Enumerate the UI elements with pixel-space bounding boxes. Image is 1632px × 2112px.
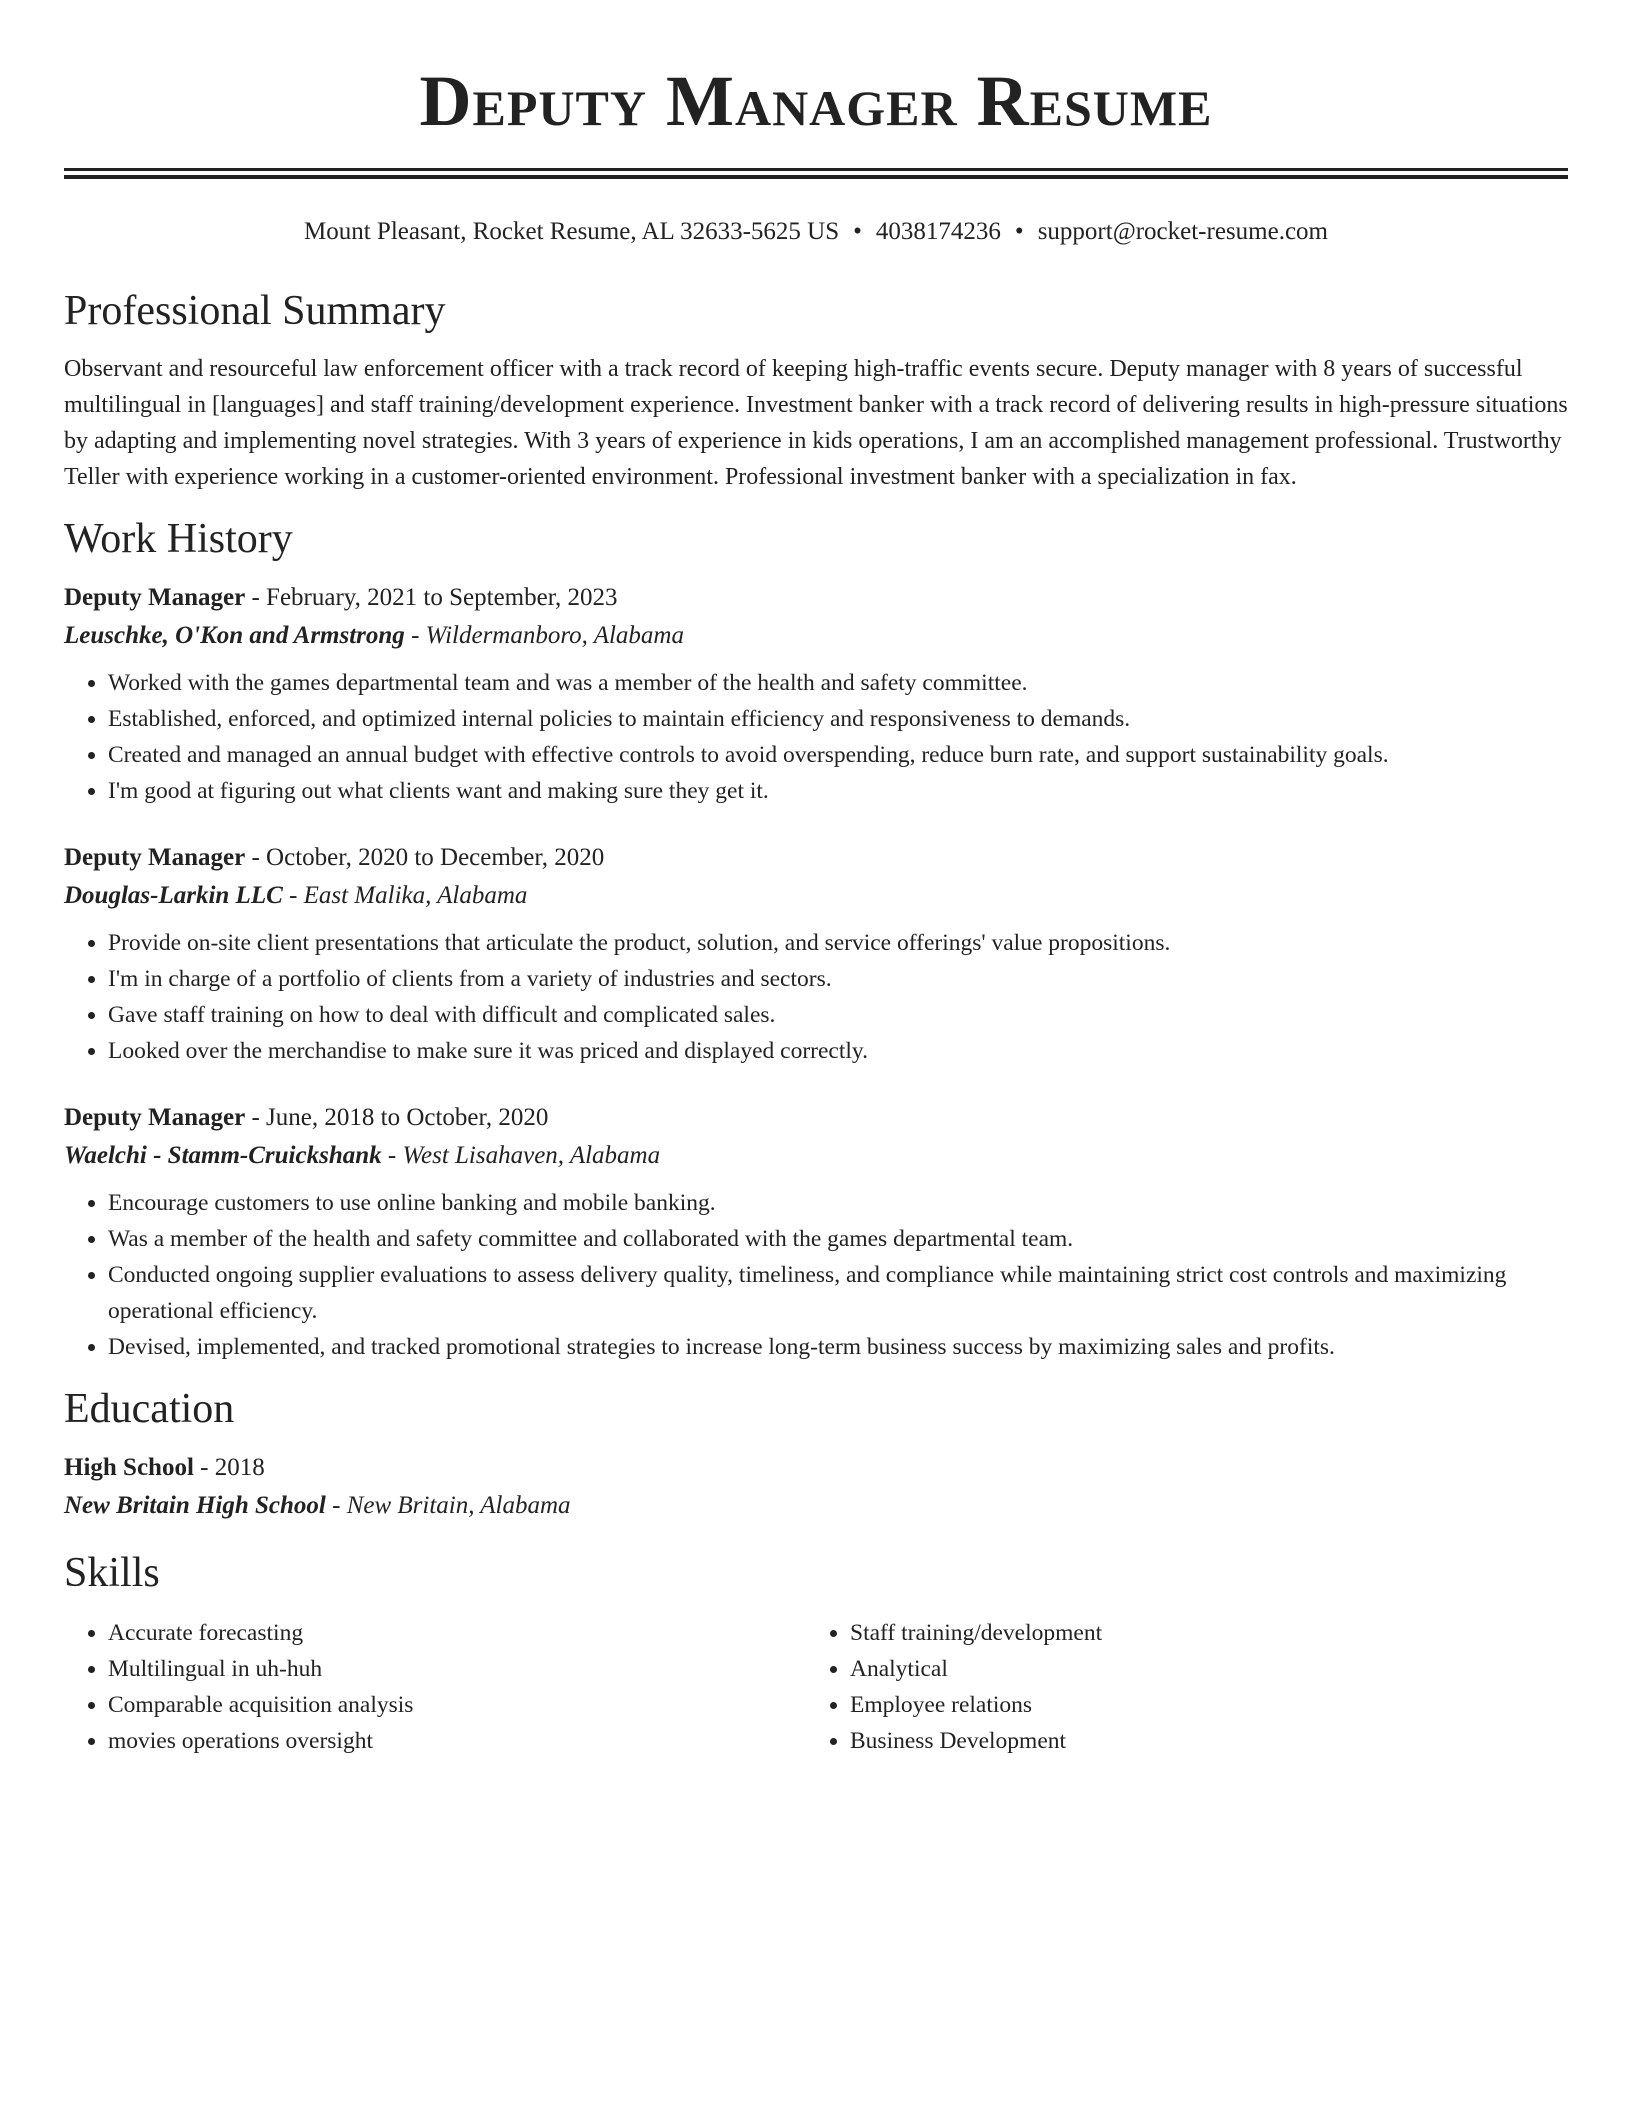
work-history-heading: Work History [64, 516, 293, 562]
education-entry [64, 1449, 1568, 1525]
education-school: New Britain High School [64, 1492, 326, 1519]
job-company: Leuschke, O'Kon and Armstrong [64, 622, 405, 649]
job-company: Douglas-Larkin LLC [64, 882, 283, 909]
job-company-line [64, 877, 1568, 915]
job-bullet: • Created and managed an annual budget with effective controls to avoid overspending, reduce burn rate, and support sustainability goals. [108, 737, 1568, 773]
job-company-line [64, 1137, 1568, 1175]
skills-column-left [64, 1615, 806, 1759]
summary-heading: Professional Summary [64, 288, 446, 334]
job-title: Deputy Manager [64, 1104, 246, 1131]
education-degree-line [64, 1449, 1568, 1487]
job-entry [64, 579, 1568, 809]
summary-text: Observant and resourceful law enforcement officer with a track record of keeping high-traffic events secure. Deputy manager with 8 years of successful multilingual in [languages] and staff training/development experience. Investment banker with a track record of delivering results in high-pressure situations by adapting and implementing novel strategies. With 3 years of experience in kids operations, I am an accomplished management professional. Trustworthy Teller with experience working in a customer-oriented environment. Professional investment banker with a specialization in fax. [64, 356, 1568, 490]
job-location: - East Malika, Alabama [282, 882, 528, 909]
job-company-line [64, 617, 1568, 655]
job-bullet: • Worked with the games departmental team and was a member of the health and safety committee. [108, 665, 1568, 701]
job-bullet: • Was a member of the health and safety committee and collaborated with the games departmental team. [108, 1221, 1568, 1257]
education-degree: High School [64, 1454, 194, 1481]
job-bullet: • I'm in charge of a portfolio of clients from a variety of industries and sectors. [108, 961, 1568, 997]
job-bullet: • Devised, implemented, and tracked promotional strategies to increase long-term business success by maximizing sales and profits. [108, 1329, 1568, 1365]
skills-grid [64, 1615, 1568, 1759]
job-title: Deputy Manager [64, 584, 246, 611]
contact-separator: • [1014, 218, 1024, 245]
job-bullet: • Encourage customers to use online banking and mobile banking. [108, 1185, 1568, 1221]
job-title-line [64, 839, 1568, 877]
education-school-line [64, 1487, 1568, 1525]
skill-item: • Comparable acquisition analysis [108, 1687, 806, 1723]
skill-item: • Employee relations [850, 1687, 1548, 1723]
resume-title: Deputy Manager Resume [419, 61, 1213, 141]
skill-item: • Multilingual in uh-huh [108, 1651, 806, 1687]
job-dates: - June, 2018 to October, 2020 [245, 1104, 549, 1131]
job-bullet-list [64, 1185, 1568, 1365]
contact-address: Mount Pleasant, Rocket Resume, AL 32633-5625 US [304, 218, 840, 245]
job-bullet-list [64, 925, 1568, 1069]
job-location: - Wildermanboro, Alabama [404, 622, 684, 649]
skill-item: • Staff training/development [850, 1615, 1548, 1651]
job-title: Deputy Manager [64, 844, 246, 871]
skill-item: • Analytical [850, 1651, 1548, 1687]
education-location: - New Britain, Alabama [325, 1492, 571, 1519]
job-dates: - February, 2021 to September, 2023 [245, 584, 618, 611]
skill-item: • movies operations oversight [108, 1723, 806, 1759]
summary-section [64, 283, 1568, 495]
job-bullet-list [64, 665, 1568, 809]
job-title-line [64, 1099, 1568, 1137]
job-entry [64, 839, 1568, 1069]
job-bullet: • I'm good at figuring out what clients want and making sure they get it. [108, 773, 1568, 809]
job-location: - West Lisahaven, Alabama [381, 1142, 661, 1169]
education-heading: Education [64, 1386, 235, 1432]
skills-section [64, 1545, 1568, 1759]
job-bullet: • Looked over the merchandise to make sure it was priced and displayed correctly. [108, 1033, 1568, 1069]
job-dates: - October, 2020 to December, 2020 [245, 844, 605, 871]
job-bullet: • Established, enforced, and optimized internal policies to maintain efficiency and responsiveness to demands. [108, 701, 1568, 737]
contact-line [64, 215, 1568, 249]
skills-column-right [806, 1615, 1548, 1759]
title-divider [64, 168, 1568, 179]
skills-heading: Skills [64, 1550, 160, 1596]
skill-item: • Accurate forecasting [108, 1615, 806, 1651]
job-bullet: • Provide on-site client presentations that articulate the product, solution, and service offerings' value propositions. [108, 925, 1568, 961]
job-title-line [64, 579, 1568, 617]
contact-separator: • [853, 218, 862, 245]
contact-phone: 4038174236 [875, 218, 1001, 245]
education-year: - 2018 [193, 1454, 265, 1481]
job-entry [64, 1099, 1568, 1365]
job-bullet: • Conducted ongoing supplier evaluations to assess delivery quality, timeliness, and compliance while maintaining strict cost controls and maximizing operational efficiency. [108, 1257, 1568, 1329]
education-section [64, 1381, 1568, 1525]
job-bullet: • Gave staff training on how to deal with difficult and complicated sales. [108, 997, 1568, 1033]
contact-email: support@rocket-resume.com [1037, 218, 1328, 245]
skill-item: • Business Development [850, 1723, 1548, 1759]
work-history-section [64, 511, 1568, 1365]
job-company: Waelchi - Stamm-Cruickshank [64, 1142, 382, 1169]
